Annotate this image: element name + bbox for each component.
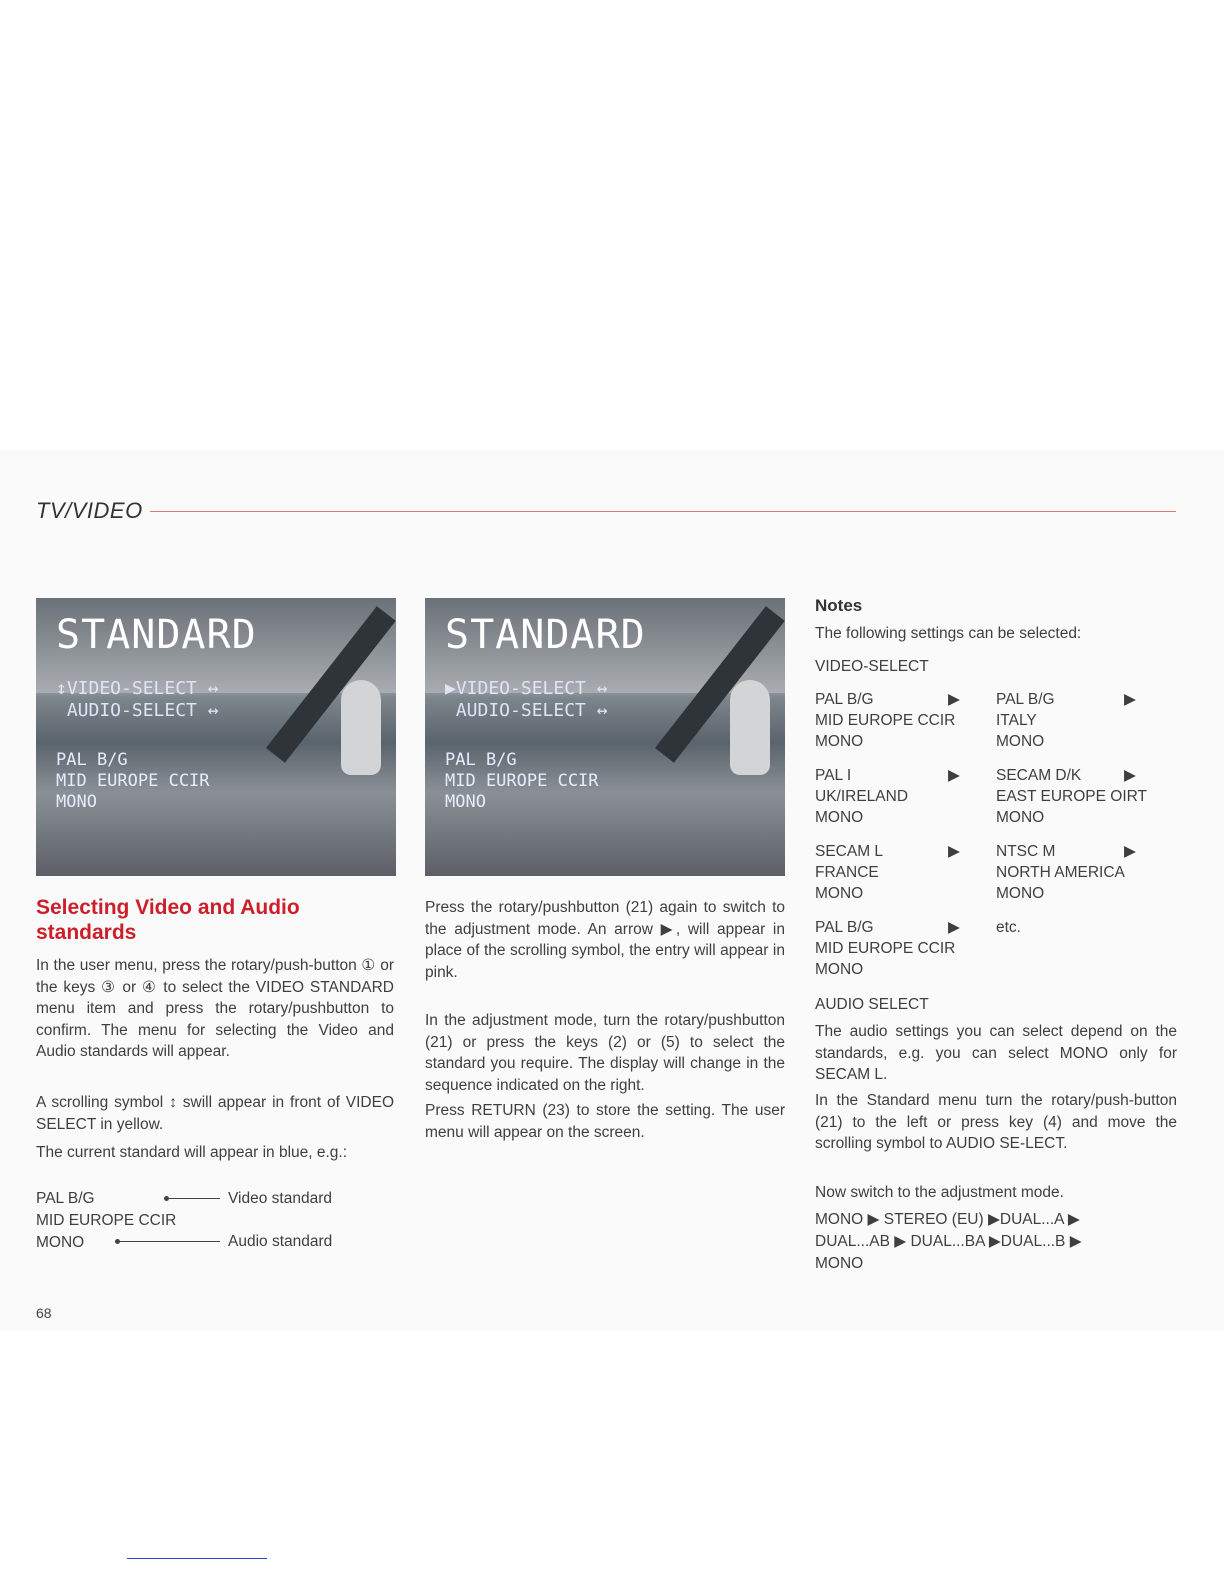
example-line-3: MONO xyxy=(36,1234,85,1251)
audio-sequence-2: DUAL...AB ▶ DUAL...BA ▶DUAL...B ▶ xyxy=(815,1233,1082,1250)
grid-cell: MONO xyxy=(815,961,864,978)
grid-cell: MONO xyxy=(815,733,864,750)
pointer-line-video xyxy=(168,1198,220,1199)
arrow-icon: ▶ xyxy=(948,691,960,708)
grid-cell: UK/IRELAND xyxy=(815,788,909,805)
arrow-icon: ▶ xyxy=(1124,767,1136,784)
screen-pelican xyxy=(341,680,381,775)
notes-paragraph-1: The audio settings you can select depend on the standards, e.g. you can select MONO only for SECAM L. xyxy=(815,1023,1177,1083)
section-heading: Selecting Video and Audio standards xyxy=(36,896,300,944)
grid-cell: NORTH AMERICA xyxy=(996,864,1125,881)
grid-cell: FRANCE xyxy=(815,864,879,881)
screen-standard xyxy=(56,750,210,813)
grid-cell: PAL B/G xyxy=(815,919,874,936)
arrow-icon: ▶ xyxy=(1124,691,1136,708)
notes-intro: The following settings can be selected: xyxy=(815,625,1082,642)
pointer-line-audio xyxy=(119,1241,220,1242)
page-number: 68 xyxy=(36,1305,52,1321)
notes-paragraph-2: In the Standard menu turn the rotary/push-button (21) to the left or press key (4) and move the scrolling symbol to AUDIO SE-LECT. xyxy=(815,1092,1177,1152)
grid-cell: MONO xyxy=(815,885,864,902)
screen-image-left xyxy=(36,598,396,876)
screen-image-right xyxy=(425,598,785,876)
col1-paragraph-1: In the user menu, press the rotary/push-button ① or the keys ③ or ④ to select the VIDEO STANDARD menu item and press the rotary/pushbutton to confirm. The menu for selecting the Video and Audio standards will appear. xyxy=(36,957,394,1060)
screen-standard xyxy=(445,750,599,813)
grid-cell: MONO xyxy=(996,733,1045,750)
col2-paragraph-2: In the adjustment mode, turn the rotary/pushbutton (21) or press the keys (2) or (5) to select the standard you require. The display will change in the sequence indicated on the right. xyxy=(425,1012,785,1094)
screen-menu xyxy=(56,678,219,722)
example-line-2: MID EUROPE CCIR xyxy=(36,1212,177,1229)
screen-std-2: MID EUROPE CCIR xyxy=(56,771,210,791)
col2-paragraph-1: Press the rotary/pushbutton (21) again to switch to the adjustment mode. An arrow ▶, will appear in place of the scrolling symbol, the entry will appear in pink. xyxy=(425,899,785,981)
screen-menu-audio: AUDIO-SELECT ↔ xyxy=(56,700,219,721)
grid-cell: SECAM L xyxy=(815,843,884,860)
screen-title: STANDARD xyxy=(56,612,257,658)
grid-cell: etc. xyxy=(996,919,1021,936)
screen-std-3: MONO xyxy=(56,792,97,812)
section-title: TV/VIDEO xyxy=(36,498,143,523)
grid-cell: EAST EUROPE OIRT xyxy=(996,788,1148,805)
grid-cell: MONO xyxy=(996,885,1045,902)
screen-std-1: PAL B/G xyxy=(56,750,128,770)
grid-cell: SECAM D/K xyxy=(996,767,1082,784)
audio-sequence-3: MONO xyxy=(815,1255,864,1272)
screen-std-3: MONO xyxy=(445,792,486,812)
col1-paragraph-2: A scrolling symbol ↕ swill appear in front of VIDEO SELECT in yellow. xyxy=(36,1094,394,1133)
screen-menu-video: ▶VIDEO-SELECT ↔ xyxy=(445,678,608,699)
screen-menu xyxy=(445,678,608,722)
screen-std-2: MID EUROPE CCIR xyxy=(445,771,599,791)
screen-pelican xyxy=(730,680,770,775)
notes-title: Notes xyxy=(815,596,863,615)
arrow-icon: ▶ xyxy=(948,919,960,936)
video-standard-label: Video standard xyxy=(228,1190,332,1207)
grid-cell: PAL I xyxy=(815,767,852,784)
col2-paragraph-3: Press RETURN (23) to store the setting. The user menu will appear on the screen. xyxy=(425,1102,785,1141)
header-rule xyxy=(150,511,1176,512)
example-line-1: PAL B/G xyxy=(36,1190,95,1207)
arrow-icon: ▶ xyxy=(1124,843,1136,860)
arrow-icon: ▶ xyxy=(948,767,960,784)
audio-standard-label: Audio standard xyxy=(228,1233,333,1250)
grid-cell: MID EUROPE CCIR xyxy=(815,940,956,957)
screen-menu-audio: AUDIO-SELECT ↔ xyxy=(445,700,608,721)
screen-std-1: PAL B/G xyxy=(445,750,517,770)
arrow-icon: ▶ xyxy=(948,843,960,860)
bottom-link-bar xyxy=(127,1558,267,1559)
grid-cell: MONO xyxy=(996,809,1045,826)
video-select-label: VIDEO-SELECT xyxy=(815,658,929,675)
audio-select-label: AUDIO SELECT xyxy=(815,996,929,1013)
screen-title: STANDARD xyxy=(445,612,646,658)
grid-cell: PAL B/G xyxy=(815,691,874,708)
notes-paragraph-3: Now switch to the adjustment mode. xyxy=(815,1184,1064,1201)
grid-cell: MONO xyxy=(815,809,864,826)
grid-cell: MID EUROPE CCIR xyxy=(815,712,956,729)
col1-paragraph-3: The current standard will appear in blue, e.g.: xyxy=(36,1144,348,1161)
screen-menu-video: ↕VIDEO-SELECT ↔ xyxy=(56,678,219,699)
audio-sequence-1: MONO ▶ STEREO (EU) ▶DUAL...A ▶ xyxy=(815,1211,1080,1228)
grid-cell: NTSC M xyxy=(996,843,1056,860)
grid-cell: ITALY xyxy=(996,712,1037,729)
grid-cell: PAL B/G xyxy=(996,691,1055,708)
